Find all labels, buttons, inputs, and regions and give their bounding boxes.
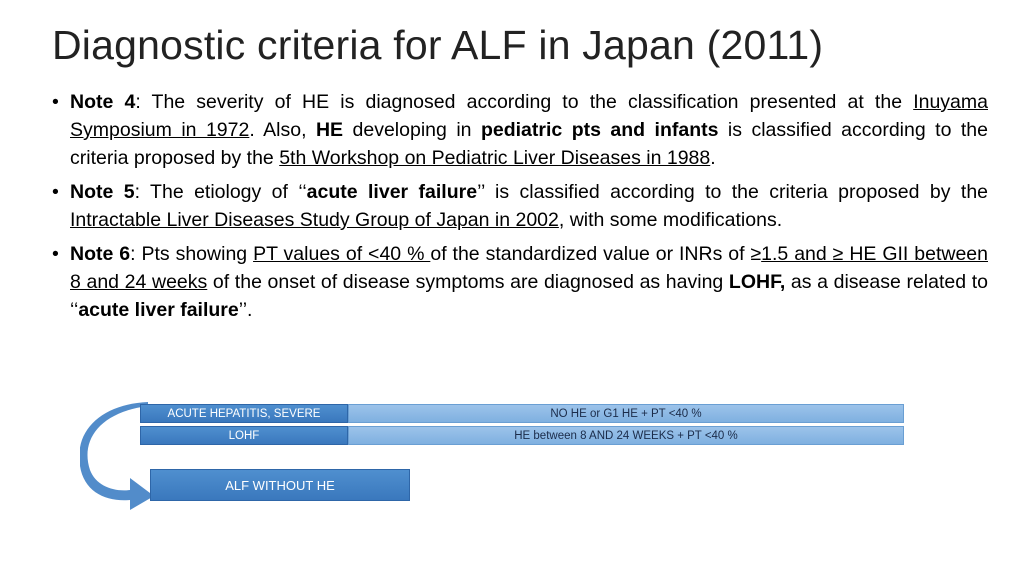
note-4-bullet: [52, 88, 988, 172]
note-5-text: ’’ is classified according to the criteria proposed by the: [477, 181, 989, 203]
note-4-text: .: [710, 147, 716, 169]
note-6-text: of the onset of disease symptoms are diagnosed as having: [207, 271, 729, 293]
he-between-bar: [348, 426, 904, 445]
note-5-bold-alf: acute liver failure: [306, 181, 478, 203]
slide-title: Diagnostic criteria for ALF in Japan (2011): [52, 22, 824, 68]
note-6-underline-he: 1.5 and ≥ HE GII between 8 and 24 weeks: [70, 243, 988, 293]
note-6-underline-pt: PT values of <40 %: [253, 243, 431, 265]
note-5-link-study-group: Intractable Liver Diseases Study Group of Japan in 2002: [70, 209, 559, 231]
note-5-text: : The etiology of ‘‘: [134, 181, 307, 203]
note-4-text: developing in: [343, 119, 481, 141]
note-4-text: is classified according to the criteria proposed by the: [70, 119, 988, 169]
note-4-link-workshop: 5th Workshop on Pediatric Liver Diseases in 1988: [279, 147, 711, 169]
note-6-bold-lohf: LOHF,: [728, 271, 786, 293]
note-6-text: ’’.: [238, 299, 253, 321]
note-4-text: . Also,: [249, 119, 316, 141]
note-4-bold-he: HE: [315, 119, 344, 141]
note-6-text: as a disease related to ‘‘: [70, 271, 988, 321]
bullet-dot: •: [52, 181, 59, 203]
he-between-label: HE between 8 AND 24 WEEKS + PT <40 %: [514, 429, 738, 442]
lohf-bar: [140, 426, 348, 445]
note-4-link-inuyama: Inuyama Symposium in 1972: [70, 91, 988, 141]
no-he-bar: [348, 404, 904, 423]
note-4-text: : The severity of HE is diagnosed according to the classification presented at the: [135, 91, 914, 113]
alf-without-he-label: ALF WITHOUT HE: [225, 477, 335, 493]
acute-hepatitis-severe-label: ACUTE HEPATITIS, SEVERE: [167, 407, 321, 420]
note-6-text: : Pts showing: [130, 243, 254, 265]
alf-without-he-bar: [150, 469, 410, 501]
bullet-dot: •: [52, 243, 59, 265]
note-6-bullet: [52, 240, 988, 324]
note-4-bold-pediatric: pediatric pts and infants: [480, 119, 719, 141]
note-5-label: Note 5: [70, 181, 135, 203]
lohf-label: LOHF: [228, 429, 260, 442]
no-he-label: NO HE or G1 HE + PT <40 %: [550, 407, 702, 420]
note-6-label: Note 6: [70, 243, 131, 265]
note-4-label: Note 4: [70, 91, 136, 113]
bullet-dot: •: [52, 91, 59, 113]
note-5-text: , with some modifications.: [558, 209, 783, 231]
note-5-bullet: [52, 178, 988, 234]
bullet-list: [52, 88, 988, 330]
note-6-bold-alf: acute liver failure: [78, 299, 239, 321]
curved-arrow-icon: [80, 400, 170, 510]
acute-hepatitis-severe-bar: [140, 404, 348, 423]
note-6-text: of the standardized value or INRs of ≥: [430, 243, 762, 265]
